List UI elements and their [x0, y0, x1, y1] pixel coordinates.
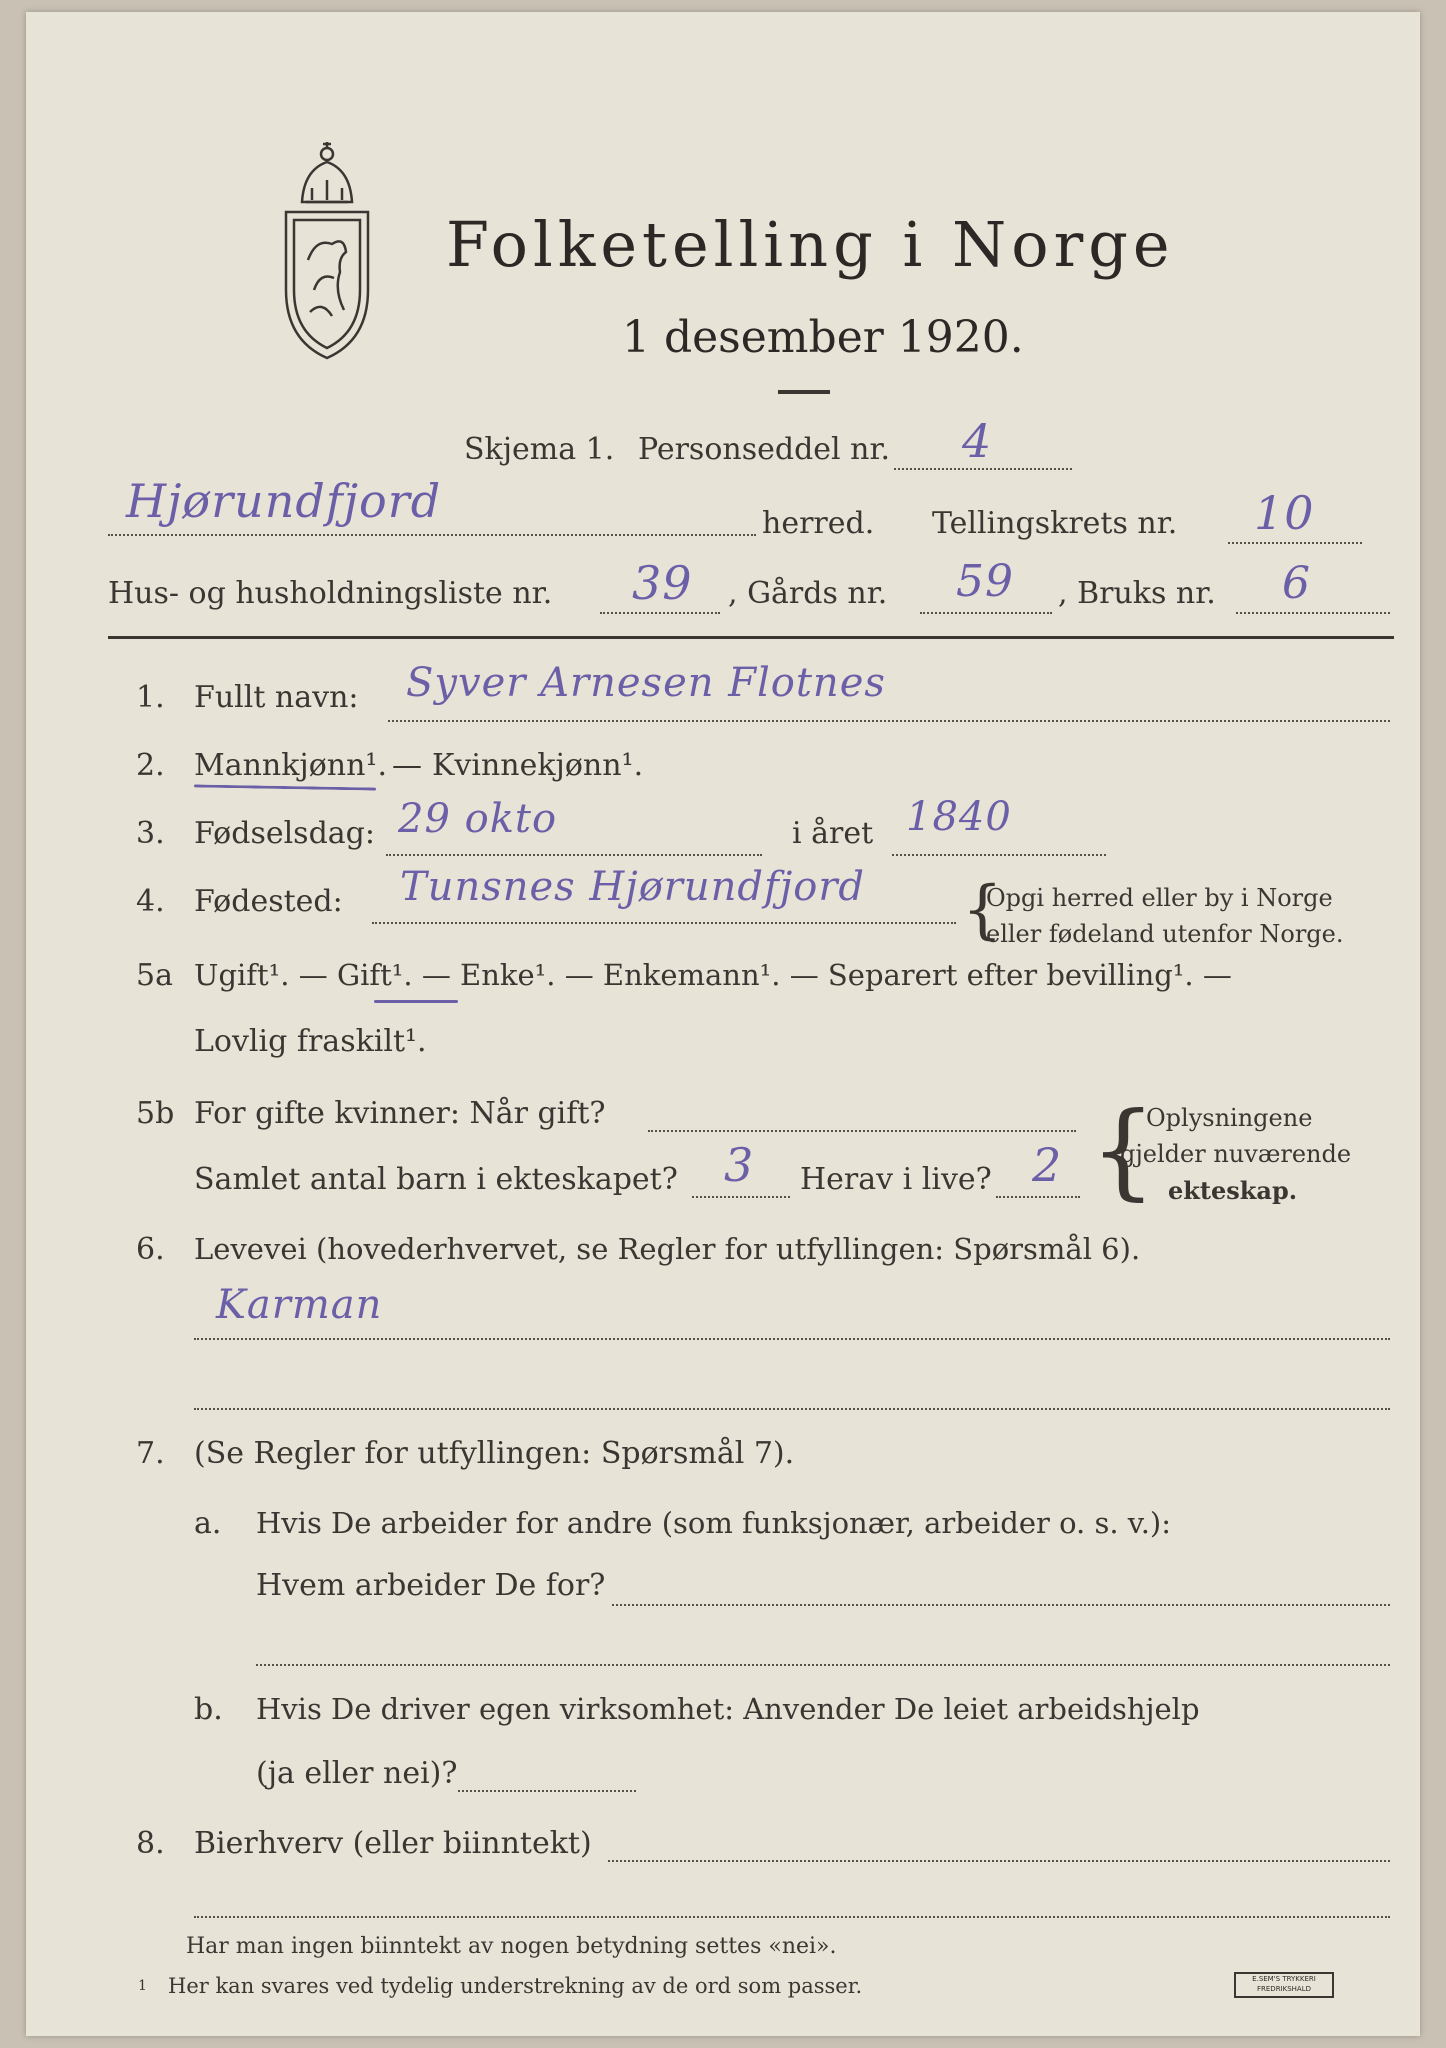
- marital-status-options: Ugift¹. — Gift¹. — Enke¹. — Enkemann¹. — Separert efter bevilling¹. —: [194, 958, 1232, 992]
- full-name-line: [388, 720, 1390, 722]
- marriage-note-brace: {: [1090, 1089, 1157, 1211]
- herred-label: herred.: [762, 506, 875, 541]
- gards-value: 59: [956, 556, 1014, 607]
- hus-label: Hus- og husholdningsliste nr.: [108, 576, 553, 611]
- census-form: [26, 12, 1420, 2036]
- q5a-number: 5a: [136, 958, 173, 993]
- birthplace-value: Tunsnes Hjørundfjord: [400, 864, 866, 910]
- q7b-line-1: Hvis De driver egen virksomhet: Anvender De leiet arbeidshjelp: [256, 1692, 1200, 1726]
- coat-of-arms-icon: [274, 140, 380, 362]
- side-income-line-1: [608, 1860, 1390, 1862]
- birthplace-note-1: Opgi herred eller by i Norge: [986, 884, 1333, 912]
- male-option: Mannkjønn¹.: [194, 748, 387, 783]
- married-when-label: For gifte kvinner: Når gift?: [194, 1096, 606, 1131]
- q1-number: 1.: [136, 680, 165, 715]
- form-title: Folketelling i Norge: [446, 208, 1175, 281]
- occupation-label: Levevei (hovederhvervet, se Regler for utfyllingen: Spørsmål 6).: [194, 1232, 1141, 1266]
- q6-number: 6.: [136, 1232, 165, 1267]
- children-alive-line: [996, 1196, 1080, 1198]
- employer-label: Hvem arbeider De for?: [256, 1568, 606, 1603]
- gards-line: [920, 612, 1052, 614]
- birthdate-value: 29 okto: [398, 796, 558, 842]
- marital-status-options-2: Lovlig fraskilt¹.: [194, 1024, 427, 1059]
- birthyear-line: [892, 854, 1106, 856]
- herred-line: [108, 534, 756, 536]
- footnote-text: Her kan svares ved tydelig understrekning av de ord som passer.: [168, 1974, 863, 1998]
- printer-stamp: E.SEM'S TRYKKERI FREDRIKSHALD: [1234, 1972, 1334, 1998]
- personseddel-line: [894, 468, 1072, 470]
- birthplace-note-2: eller fødeland utenfor Norge.: [986, 920, 1344, 948]
- hired-help-line: [458, 1790, 636, 1792]
- personseddel-value: 4: [962, 414, 993, 468]
- personseddel-label: Personseddel nr.: [638, 432, 891, 467]
- q4-number: 4.: [136, 884, 165, 919]
- occupation-line-2: [194, 1408, 1390, 1410]
- q2-number: 2.: [136, 748, 165, 783]
- children-alive-label: Herav i live?: [800, 1162, 992, 1197]
- children-alive-value: 2: [1032, 1138, 1063, 1192]
- q5b-number: 5b: [136, 1096, 175, 1131]
- footnote-mark: 1: [138, 1978, 147, 1994]
- side-income-label: Bierhverv (eller biinntekt): [194, 1826, 592, 1861]
- q7b-letter: b.: [194, 1692, 223, 1727]
- birthplace-label: Fødested:: [194, 884, 343, 919]
- census-date: 1 desember 1920.: [622, 312, 1024, 363]
- schema-label: Skjema 1.: [464, 432, 615, 467]
- male-underline: [194, 784, 376, 790]
- full-name-value: Syver Arnesen Flotnes: [406, 660, 886, 706]
- children-value: 3: [724, 1138, 755, 1192]
- employer-line-2: [256, 1664, 1390, 1666]
- birthplace-line: [372, 922, 956, 924]
- bruks-line: [1236, 612, 1390, 614]
- q2-separator: —: [392, 748, 422, 783]
- q7a-letter: a.: [194, 1506, 222, 1541]
- occupation-line-1: [194, 1338, 1390, 1340]
- married-when-line: [648, 1130, 1076, 1132]
- q1-label: Fullt navn:: [194, 680, 359, 715]
- tellingskrets-value: 10: [1254, 486, 1315, 540]
- tellingskrets-label: Tellingskrets nr.: [932, 506, 1178, 541]
- children-label: Samlet antal barn i ekteskapet?: [194, 1162, 678, 1197]
- tellingskrets-line: [1228, 542, 1362, 544]
- birthplace-brace: {: [962, 873, 1003, 947]
- female-option: Kvinnekjønn¹.: [432, 748, 644, 783]
- bruks-label: , Bruks nr.: [1058, 576, 1216, 611]
- marriage-note-1: Oplysningene: [1146, 1104, 1313, 1132]
- q7a-line-1: Hvis De arbeider for andre (som funksjonær, arbeider o. s. v.):: [256, 1506, 1172, 1540]
- birthyear-label: i året: [792, 816, 874, 851]
- header-rule: [108, 636, 1394, 639]
- q8-number: 8.: [136, 1826, 165, 1861]
- married-underline: [374, 1000, 458, 1003]
- hired-help-label: (ja eller nei)?: [256, 1756, 458, 1791]
- children-line: [692, 1196, 790, 1198]
- marriage-note-3: ekteskap.: [1168, 1176, 1298, 1205]
- gards-label: , Gårds nr.: [728, 576, 888, 611]
- side-income-line-2: [194, 1916, 1390, 1918]
- employer-line-1: [612, 1604, 1390, 1606]
- occupation-value: Karman: [216, 1282, 383, 1328]
- hus-line: [600, 612, 720, 614]
- hus-value: 39: [632, 556, 693, 610]
- bruks-value: 6: [1282, 558, 1311, 609]
- q3-number: 3.: [136, 816, 165, 851]
- q7-label: (Se Regler for utfyllingen: Spørsmål 7).: [194, 1436, 795, 1471]
- birthyear-value: 1840: [906, 794, 1012, 840]
- birthdate-line: [386, 854, 762, 856]
- side-income-note: Har man ingen biinntekt av nogen betydning settes «nei».: [186, 1934, 837, 1959]
- title-divider: [778, 390, 830, 394]
- q7-number: 7.: [136, 1436, 165, 1471]
- herred-value: Hjørundfjord: [126, 474, 442, 528]
- birthdate-label: Fødselsdag:: [194, 816, 375, 851]
- marriage-note-2: gjelder nuværende: [1120, 1140, 1352, 1168]
